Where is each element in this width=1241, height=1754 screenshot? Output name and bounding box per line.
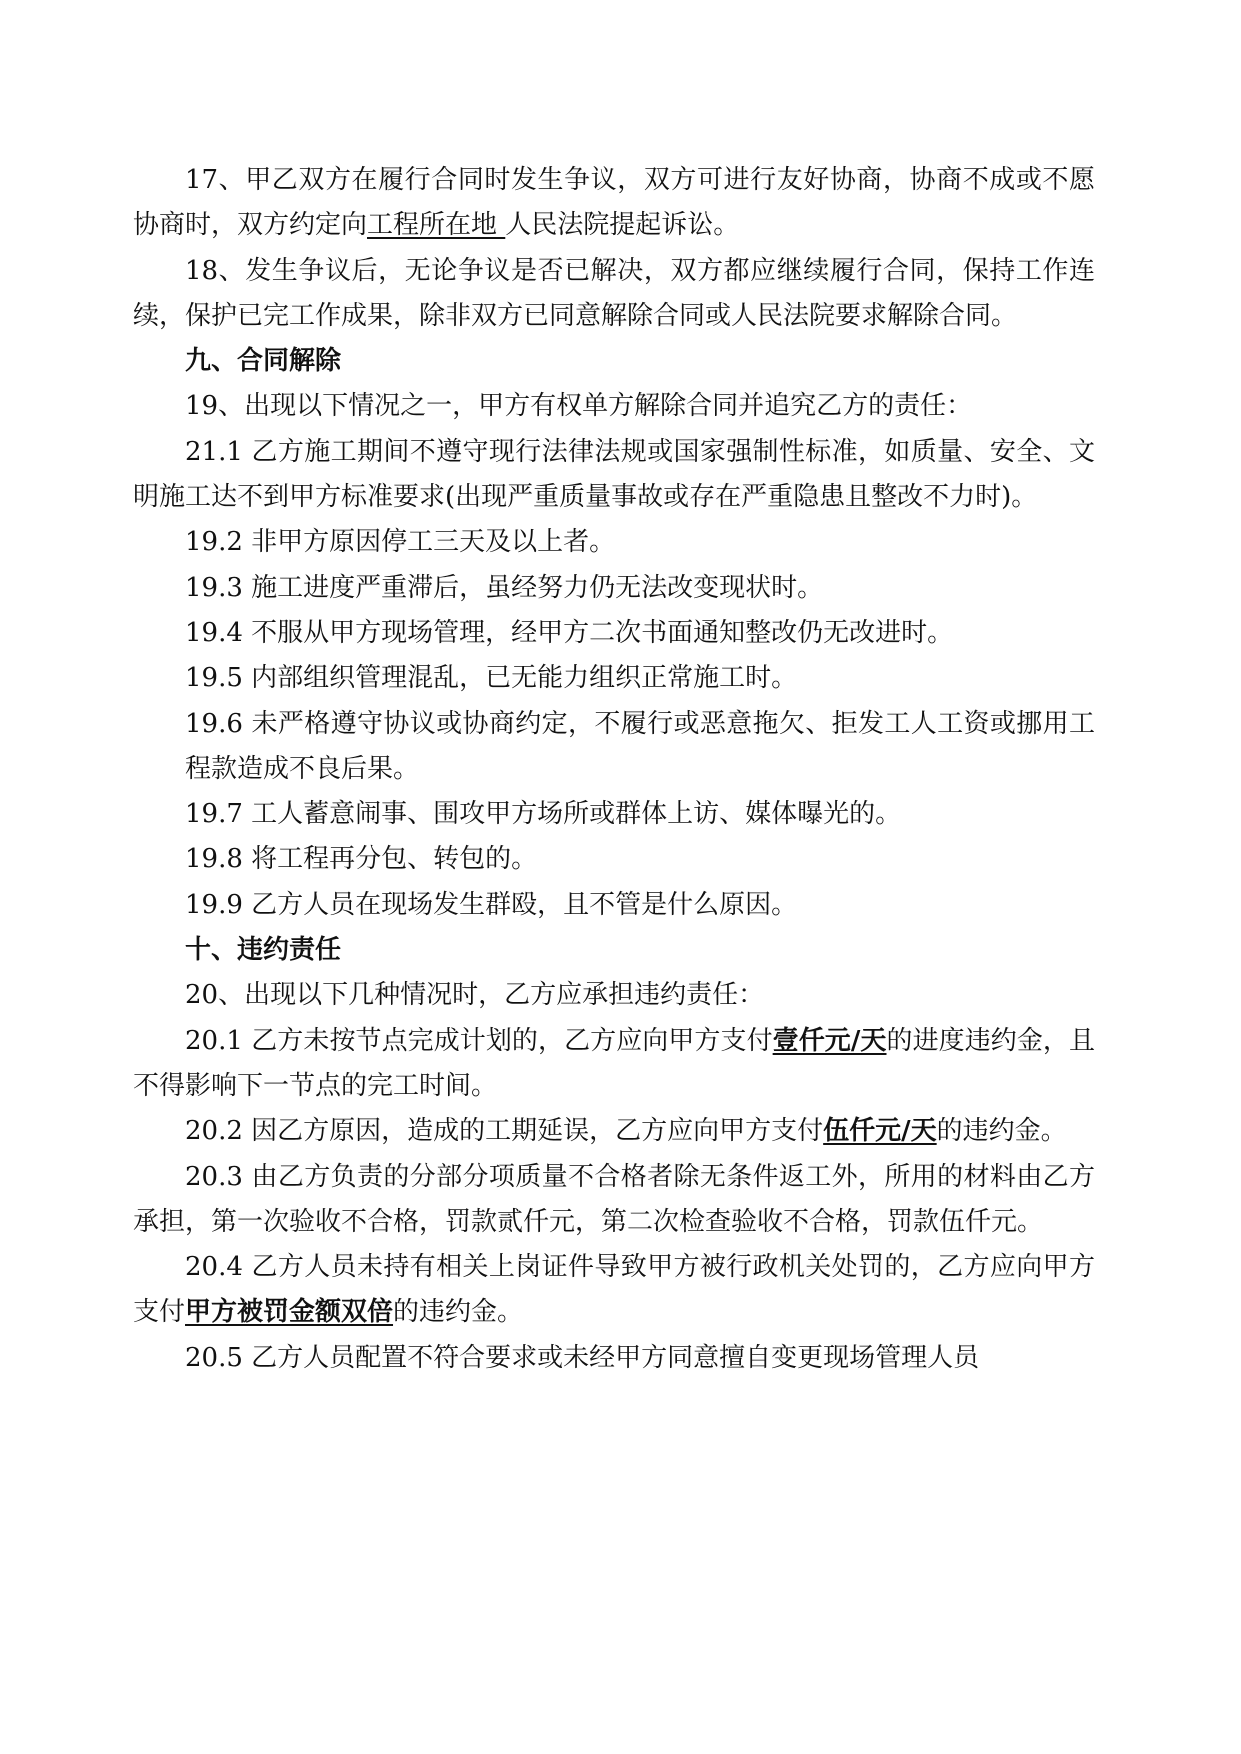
clause-20-1-prefix: 20.1 乙方未按节点完成计划的，乙方应向甲方支付 [185, 1025, 773, 1056]
clause-20-intro: 20、出现以下几种情况时，乙方应承担违约责任： [185, 980, 765, 1011]
clause-17-prefix: 17、甲乙双方在履行合同时发生争议，双方可进行友好协商，协商不成或不愿协商时，双方约定向 [133, 165, 1095, 241]
clause-19-5: 19.5 内部组织管理混乱，已无能力组织正常施工时。 [185, 663, 798, 694]
clause-19-4: 19.4 不服从甲方现场管理，经甲方二次书面通知整改仍无改进时。 [185, 617, 954, 648]
clause-20-2-prefix: 20.2 因乙方原因，造成的工期延误，乙方应向甲方支付 [185, 1116, 824, 1147]
penalty-amount-20-2: 伍仟元/天 [823, 1116, 937, 1147]
clause-19-intro: 19、出现以下情况之一，甲方有权单方解除合同并追究乙方的责任： [185, 391, 973, 422]
clause-20-2 [133, 1109, 1095, 1154]
clause-20-4-suffix: 的违约金。 [393, 1297, 524, 1328]
clause-21-1: 21.1 乙方施工期间不遵守现行法律法规或国家强制性标准，如质量、安全、文明施工达不到甲方标准要求(出现严重质量事故或存在严重隐患且整改不力时)。 [133, 436, 1095, 513]
clause-19-3: 19.3 施工进度严重滞后，虽经努力仍无法改变现状时。 [185, 572, 824, 603]
clause-18: 18、发生争议后，无论争议是否已解决，双方都应继续履行合同，保持工作连续，保护已完工作成果，除非双方已同意解除合同或人民法院要求解除合同。 [133, 255, 1095, 331]
clause-20-3: 20.3 由乙方负责的分部分项质量不合格者除无条件返工外，所用的材料由乙方承担，第一次验收不合格，罚款贰仟元，第二次检查验收不合格，罚款伍仟元。 [133, 1161, 1095, 1237]
penalty-amount-20-4: 甲方被罚金额双倍 [185, 1297, 394, 1328]
clause-19-7: 19.7 工人蓄意闹事、围攻甲方场所或群体上访、媒体曝光的。 [185, 799, 902, 830]
clause-19-2: 19.2 非甲方原因停工三天及以上者。 [185, 527, 616, 558]
clause-19-6: 19.6 未严格遵守协议或协商约定，不履行或恶意拖欠、拒发工人工资或挪用工程款造成不良后果。 [185, 708, 1095, 784]
court-location: 工程所在地 [367, 210, 506, 241]
clause-19-8: 19.8 将工程再分包、转包的。 [185, 844, 538, 875]
clause-20-4 [133, 1245, 1095, 1336]
clause-20-1 [133, 1019, 1095, 1110]
clause-20-1-suffix: 的进度违约金，且不得影响下一节点的完工时间。 [133, 1025, 1095, 1101]
clause-17-suffix: 人民法院提起诉讼。 [505, 210, 740, 241]
clause-20-5: 20.5 乙方人员配置不符合要求或未经甲方同意擅自变更现场管理人员 [185, 1342, 980, 1373]
clause-17 [133, 158, 1095, 249]
section-9-title: 九、合同解除 [185, 346, 342, 377]
penalty-amount-20-1: 壹仟元/天 [772, 1025, 887, 1056]
contract-page [133, 158, 1095, 1381]
clause-20-4-prefix: 20.4 乙方人员未持有相关上岗证件导致甲方被行政机关处罚的，乙方应向甲方支付 [133, 1252, 1095, 1328]
clause-19-9: 19.9 乙方人员在现场发生群殴，且不管是什么原因。 [185, 889, 798, 920]
clause-20-2-suffix: 的违约金。 [936, 1116, 1067, 1147]
section-10-title: 十、违约责任 [185, 935, 342, 966]
